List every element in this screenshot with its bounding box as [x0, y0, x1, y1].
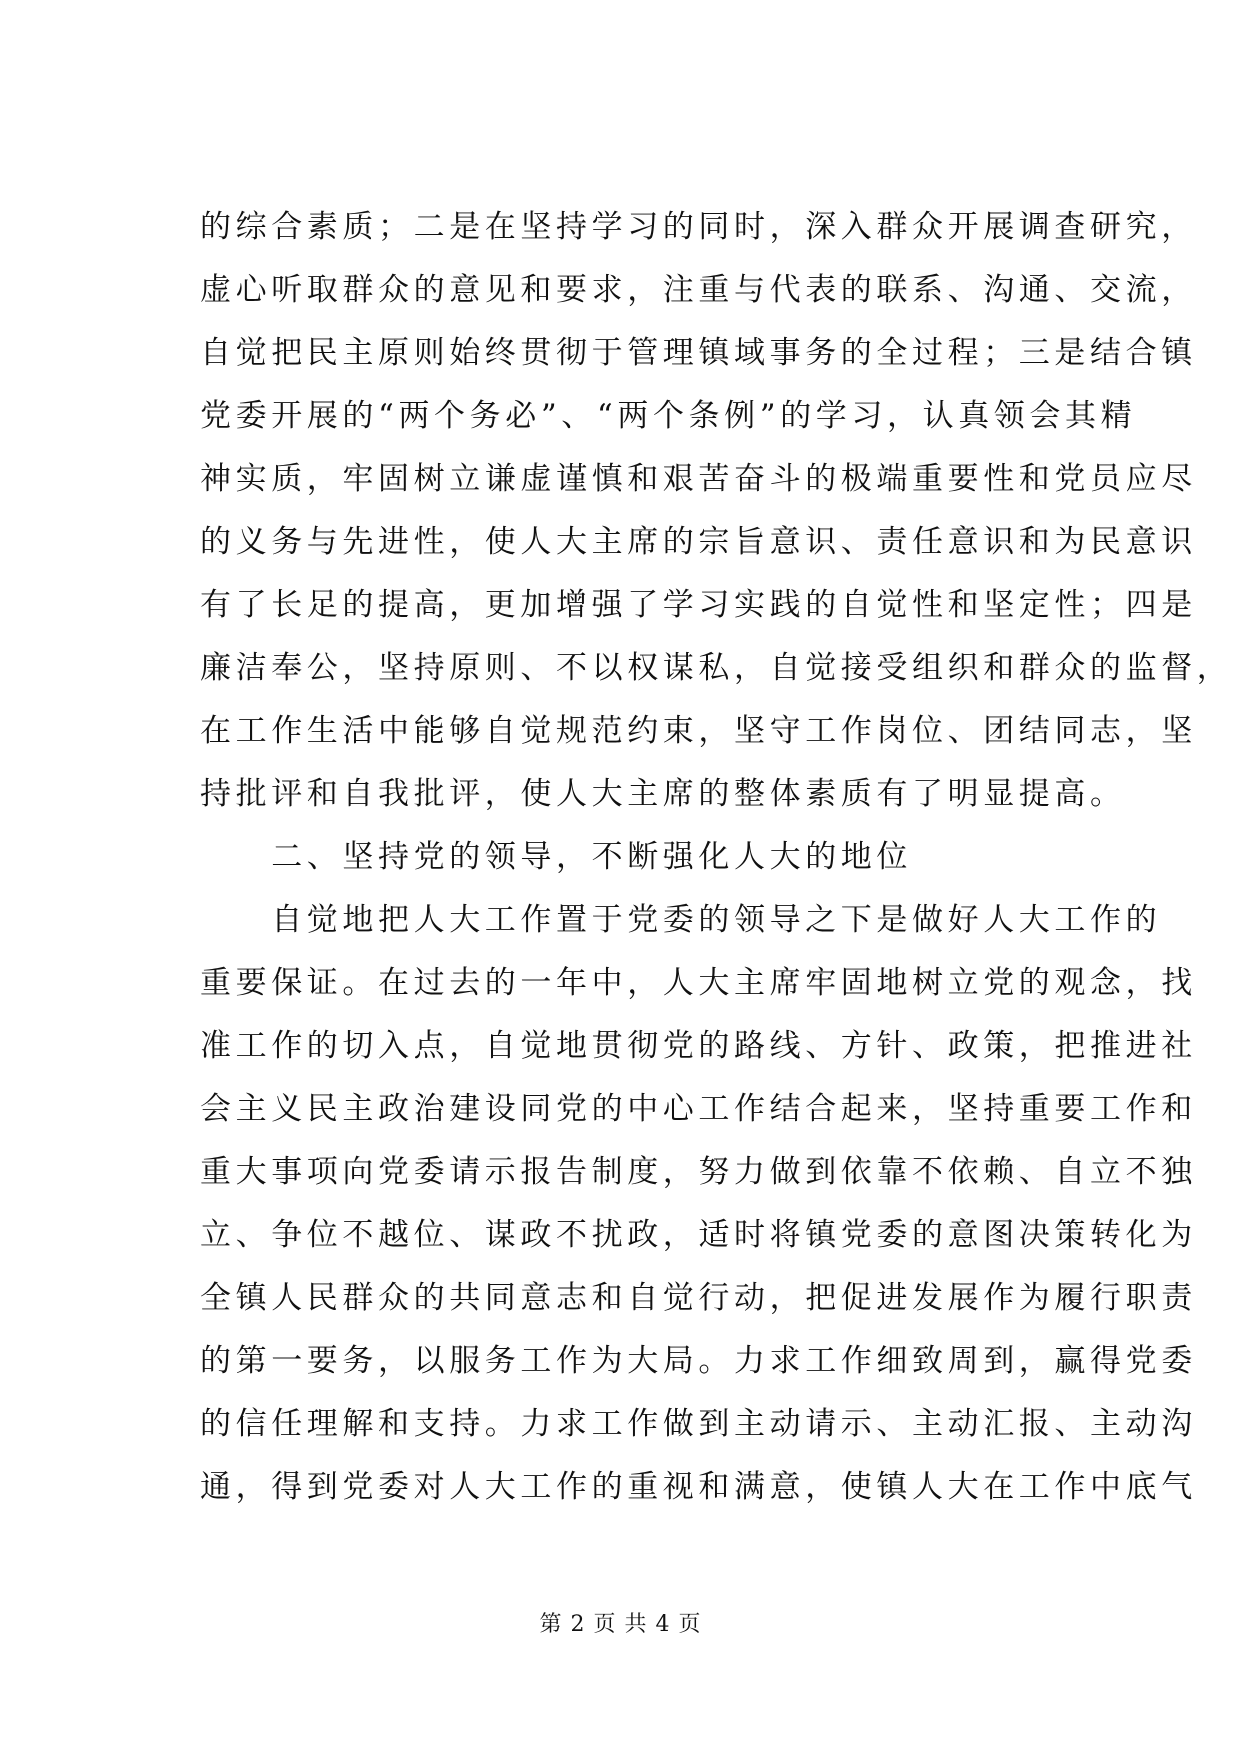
text-line: 的第一要务，以服务工作为大局。力求工作细致周到，赢得党委	[200, 1343, 1197, 1379]
text-line: 的义务与先进性，使人大主席的宗旨意识、责任意识和为民意识	[200, 524, 1197, 560]
body-text	[200, 196, 1233, 1519]
text-line: 通，得到党委对人大工作的重视和满意，使镇人大在工作中底气	[200, 1469, 1197, 1505]
text-line: 自觉把民主原则始终贯彻于管理镇域事务的全过程；三是结合镇	[200, 335, 1197, 371]
text-line: 廉洁奉公，坚持原则、不以权谋私，自觉接受组织和群众的监督，	[200, 650, 1233, 686]
text-line: 有了长足的提高，更加增强了学习实践的自觉性和坚定性；四是	[200, 587, 1197, 623]
text-line: 在工作生活中能够自觉规范约束，坚守工作岗位、团结同志，坚	[200, 713, 1197, 749]
text-line: 自觉地把人大工作置于党委的领导之下是做好人大工作的	[200, 902, 1162, 938]
text-line: 持批评和自我批评，使人大主席的整体素质有了明显提高。	[200, 776, 1126, 812]
text-line: 的信任理解和支持。力求工作做到主动请示、主动汇报、主动沟	[200, 1406, 1197, 1442]
text-line: 的综合素质；二是在坚持学习的同时，深入群众开展调查研究，	[200, 209, 1197, 245]
text-line: 神实质，牢固树立谦虚谨慎和艰苦奋斗的极端重要性和党员应尽	[200, 461, 1197, 497]
text-line: 重大事项向党委请示报告制度，努力做到依靠不依赖、自立不独	[200, 1154, 1197, 1190]
section-heading: 二、坚持党的领导，不断强化人大的地位	[200, 839, 912, 875]
text-line: 立、争位不越位、谋政不扰政，适时将镇党委的意图决策转化为	[200, 1217, 1197, 1253]
text-line: 虚心听取群众的意见和要求，注重与代表的联系、沟通、交流，	[200, 272, 1197, 308]
text-line: 重要保证。在过去的一年中，人大主席牢固地树立党的观念，找	[200, 965, 1197, 1001]
text-line: 党委开展的“两个务必”、“两个条例”的学习，认真领会其精	[200, 398, 1137, 434]
page-number-footer: 第 2 页 共 4 页	[539, 1612, 702, 1637]
text-line: 准工作的切入点，自觉地贯彻党的路线、方针、政策，把推进社	[200, 1028, 1197, 1064]
text-line: 会主义民主政治建设同党的中心工作结合起来，坚持重要工作和	[200, 1091, 1197, 1127]
text-line: 全镇人民群众的共同意志和自觉行动，把促进发展作为履行职责	[200, 1280, 1197, 1316]
